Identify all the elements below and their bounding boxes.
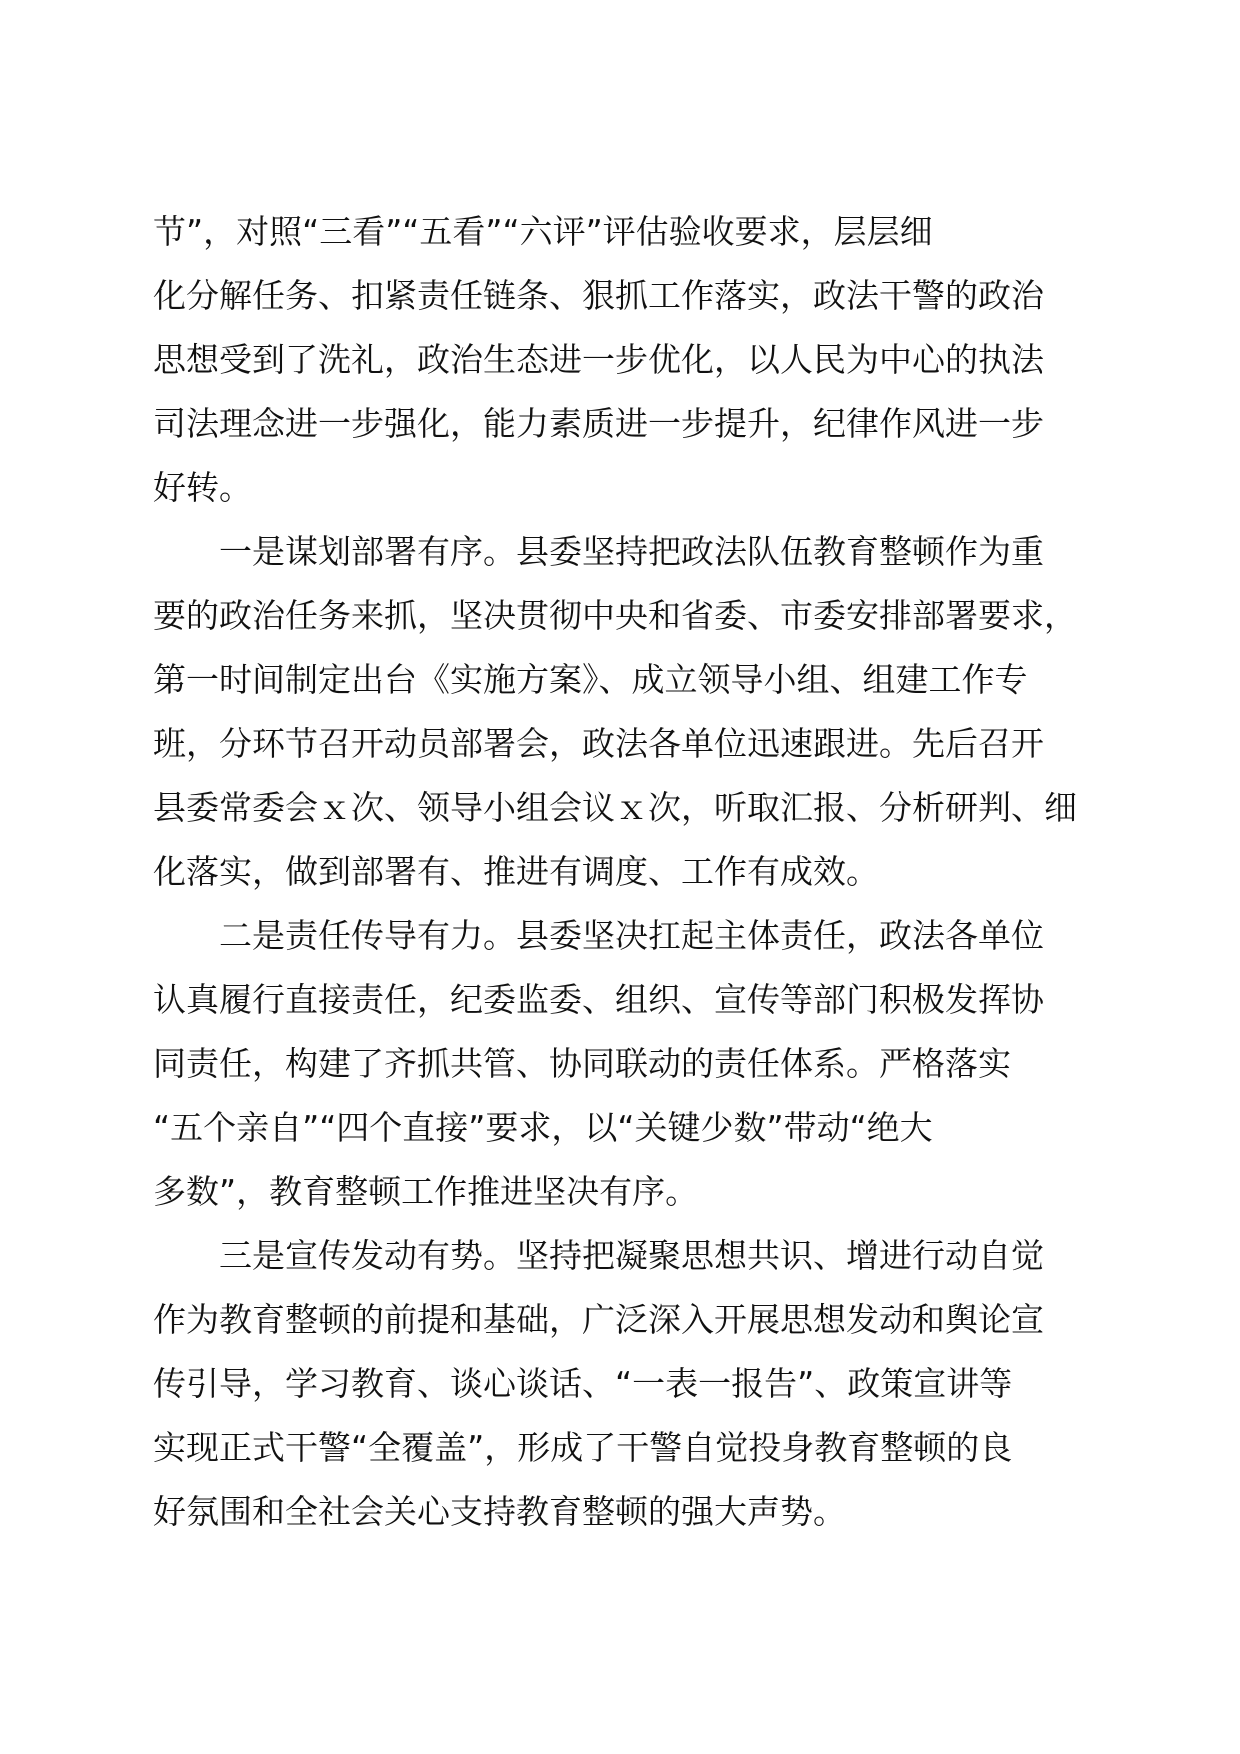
document-body [153,200,1093,1544]
text-line: 同责任，构建了齐抓共管、协同联动的责任体系。严格落实 [153,1044,1011,1083]
text-line: 第一时间制定出台《实施方案》、成立领导小组、组建工作专 [153,660,1028,699]
paragraph-continuation [153,200,1093,520]
text-line: 节”，对照“三看”“五看”“六评”评估验收要求，层层细 [153,212,933,251]
text-line: 化分解任务、扣紧责任链条、狠抓工作落实，政法干警的政治 [153,276,1044,315]
text-line: 传引导，学习教育、谈心谈话、“一表一报告”、政策宣讲等 [153,1364,1013,1403]
text-line: 好转。 [153,468,252,507]
text-line: “五个亲自”“四个直接”要求，以“关键少数”带动“绝大 [153,1108,933,1147]
paragraph-publicity [153,1224,1093,1544]
paragraph-planning [153,520,1093,904]
text-line: 好氛围和全社会关心支持教育整顿的强大声势。 [153,1492,846,1531]
text-line: 二是责任传导有力。县委坚决扛起主体责任，政法各单位 [219,916,1044,955]
text-line: 认真履行直接责任，纪委监委、组织、宣传等部门积极发挥协 [153,980,1044,1019]
text-line: 多数”，教育整顿工作推进坚决有序。 [153,1172,699,1211]
text-line: 三是宣传发动有势。坚持把凝聚思想共识、增进行动自觉 [219,1236,1044,1275]
text-line: 司法理念进一步强化，能力素质进一步提升，纪律作风进一步 [153,404,1044,443]
text-line: 班，分环节召开动员部署会，政法各单位迅速跟进。先后召开 [153,724,1044,763]
text-line: 思想受到了洗礼，政治生态进一步优化，以人民为中心的执法 [153,340,1044,379]
text-line: 要的政治任务来抓，坚决贯彻中央和省委、市委安排部署要求， [153,596,1077,635]
text-line: 一是谋划部署有序。县委坚持把政法队伍教育整顿作为重 [219,532,1044,571]
text-line: 化落实，做到部署有、推进有调度、工作有成效。 [153,852,879,891]
paragraph-responsibility [153,904,1093,1224]
text-line: 县委常委会ｘ次、领导小组会议ｘ次，听取汇报、分析研判、细 [153,788,1077,827]
text-line: 作为教育整顿的前提和基础，广泛深入开展思想发动和舆论宣 [153,1300,1044,1339]
text-line: 实现正式干警“全覆盖”，形成了干警自觉投身教育整顿的良 [153,1428,1013,1467]
